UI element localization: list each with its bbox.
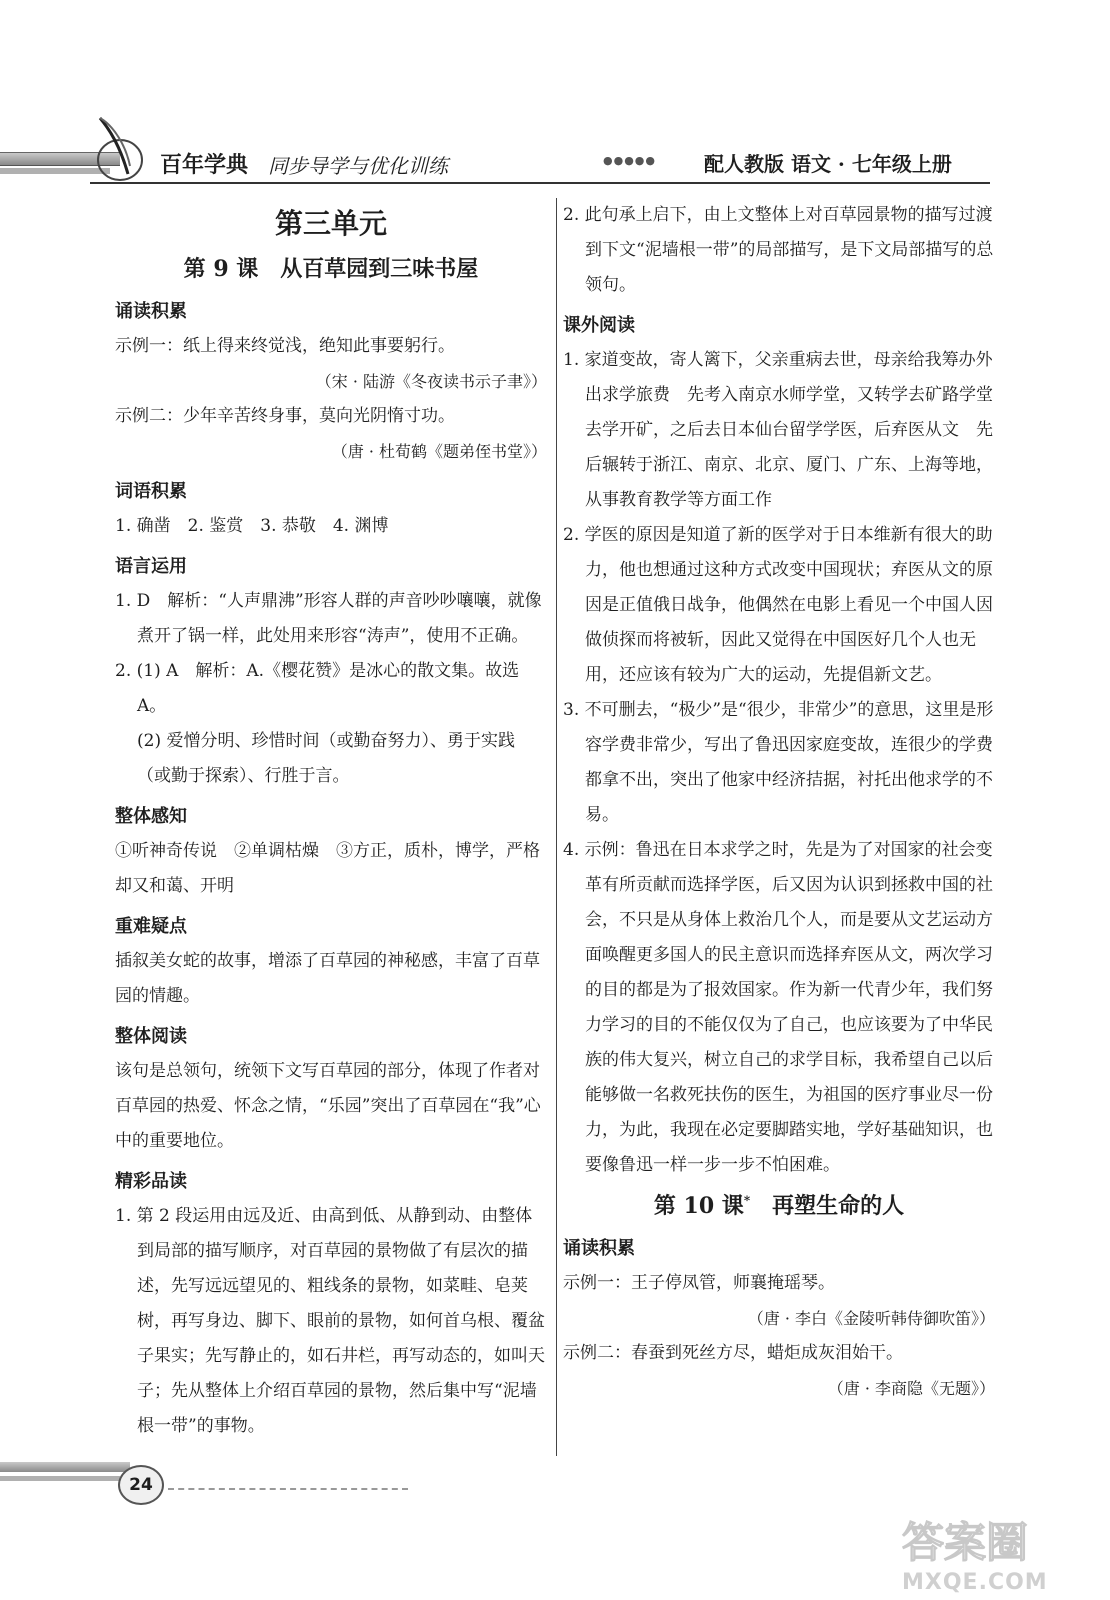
column-divider bbox=[556, 198, 557, 1456]
answer-text: 1. 确凿 2. 鉴赏 3. 恭敬 4. 渊博 bbox=[115, 516, 389, 536]
header-dots: ●●●●● bbox=[603, 154, 656, 167]
section-heading: 语言运用 bbox=[115, 556, 187, 577]
answer-text: 3. 不可删去，“极少”是“很少，非常少”的意思，这里是形容学费非常少，写出了鲁迅因家庭变故，连很少的学费都拿不出，突出了他家中经济拮据，衬托出他求学的不易。 bbox=[563, 700, 994, 825]
answer-text: 1. D 解析：“人声鼎沸”形容人群的声音吵吵嚷嚷，就像煮开了锅一样，此处用来形容“涛声”，使用不正确。 bbox=[115, 591, 542, 646]
example-text: 示例一：纸上得来终觉浅，绝知此事要躬行。 bbox=[115, 336, 455, 356]
footer-decor-bar bbox=[0, 1462, 130, 1472]
edition-label: 配人教版 语文 · 七年级上册 bbox=[704, 152, 952, 176]
watermark-url: MXQE.COM bbox=[902, 1570, 1048, 1595]
section-heading: 诵读积累 bbox=[563, 1238, 635, 1259]
footer-dashed-rule bbox=[168, 1488, 408, 1490]
brand-title: 百年学典 bbox=[160, 152, 249, 178]
example-text: 示例一：王子停凤管，师襄掩瑶琴。 bbox=[563, 1273, 835, 1293]
series-subtitle: 同步导学与优化训练 bbox=[268, 154, 448, 178]
watermark-logo: 答案圈 bbox=[902, 1518, 1029, 1567]
section-heading: 诵读积累 bbox=[115, 301, 187, 322]
answer-text: 4. 示例：鲁迅在日本求学之时，先是为了对国家的社会变革有所贡献而选择学医，后又因为认识到拯救中国的社会，不只是从身体上救治几个人，而是要从文艺运动方面唤醒更多国人的民主意识而选择弃医从文，两次学习的目的都是为了报效国家。作为新一代青少年，我们努力学习的目的不能仅仅为了自己，也应该要为了中华民族的伟大复兴，树立自己的求学目标，我希望自己以后能够做一名救死扶伤的医生，为祖国的医疗事业尽一份力，为此，我现在必定要脚踏实地，学好基础知识，也要像鲁迅一样一步一步不怕困难。 bbox=[563, 840, 993, 1175]
page-number: 24 bbox=[118, 1465, 164, 1505]
lesson-10-title bbox=[563, 1189, 995, 1220]
left-column bbox=[115, 198, 547, 1444]
example-text: 示例二：少年辛苦终身事，莫向光阴惰寸功。 bbox=[115, 406, 455, 426]
example-source: （唐 · 杜荀鹤《题弟侄书堂》） bbox=[331, 442, 547, 461]
footer-decor-bar-thin bbox=[0, 1476, 120, 1481]
section-heading: 词语积累 bbox=[115, 481, 187, 502]
answer-text: 插叙美女蛇的故事，增添了百草园的神秘感，丰富了百草园的情趣。 bbox=[115, 951, 540, 1006]
answer-text: 1. 家道变故，寄人篱下，父亲重病去世，母亲给我筹办外出求学旅费 先考入南京水师学堂，又转学去矿路学堂去学开矿，之后去日本仙台留学学医，后弃医从文 先后辗转于浙江、南京、北京、厦门、广东、上海等地，从事教育教学等方面工作 bbox=[563, 350, 993, 510]
example-text: 示例二：春蚕到死丝方尽，蜡炬成灰泪始干。 bbox=[563, 1343, 903, 1363]
answer-text: 2. (1) A 解析：A.《樱花赞》是冰心的散文集。故选 A。 bbox=[115, 661, 520, 716]
section-heading: 重难疑点 bbox=[115, 916, 187, 937]
answer-text: 2. 学医的原因是知道了新的医学对于日本维新有很大的助力，他也想通过这种方式改变中国现状；弃医从文的原因是正值俄日战争，他偶然在电影上看见一个中国人因做侦探而将被斩，因此又觉得在中国医好几个人也无用，还应该有较为广大的运动，先提倡新文艺。 bbox=[563, 525, 993, 685]
answer-text: 1. 第 2 段运用由远及近、由高到低、从静到动、由整体到局部的描写顺序，对百草园的景物做了有层次的描述，先写远远望见的、粗线条的景物，如菜畦、皂荚树，再写身边、脚下、眼前的景物，如何首乌根、覆盆子果实；先写静止的，如石井栏，再写动态的，如叫天子；先从整体上介绍百草园的景物，然后集中写“泥墙根一带”的事物。 bbox=[115, 1206, 545, 1436]
page-header bbox=[0, 112, 1110, 192]
lesson-10-name: 再塑生命的人 bbox=[772, 1193, 905, 1219]
example-source: （唐 · 李白《金陵听韩侍御吹笛》） bbox=[747, 1309, 995, 1328]
lesson-9-title: 第 9 课 从百草园到三味书屋 bbox=[183, 256, 479, 282]
answer-text: (2) 爱憎分明、珍惜时间（或勤奋努力）、勇于实践（或勤于探索）、行胜于言。 bbox=[137, 731, 515, 786]
watermark bbox=[902, 1510, 1092, 1595]
example-source: （唐 · 李商隐《无题》） bbox=[827, 1379, 995, 1398]
example-source: （宋 · 陆游《冬夜读书示子聿》） bbox=[315, 372, 547, 391]
quill-pen-icon bbox=[90, 116, 150, 186]
answer-text: 该句是总领句，统领下文写百草园的部分，体现了作者对百草园的热爱、怀念之情，“乐园”突出了百草园在“我”心中的重要地位。 bbox=[115, 1061, 541, 1151]
section-heading: 课外阅读 bbox=[563, 315, 635, 336]
answer-text: 2. 此句承上启下，由上文整体上对百草园景物的描写过渡到下文“泥墙根一带”的局部描写，是下文局部描写的总领句。 bbox=[563, 205, 994, 295]
header-rule bbox=[90, 182, 990, 184]
section-heading: 精彩品读 bbox=[115, 1171, 187, 1192]
section-heading: 整体阅读 bbox=[115, 1026, 187, 1047]
lesson-10-number: 第 10 课 bbox=[653, 1193, 744, 1219]
right-column bbox=[563, 198, 995, 1406]
unit-title: 第三单元 bbox=[274, 207, 387, 240]
lesson-10-star: * bbox=[743, 1193, 751, 1208]
answer-text: ①听神奇传说 ②单调枯燥 ③方正，质朴，博学，严格却又和蔼、开明 bbox=[115, 841, 540, 896]
section-heading: 整体感知 bbox=[115, 806, 187, 827]
